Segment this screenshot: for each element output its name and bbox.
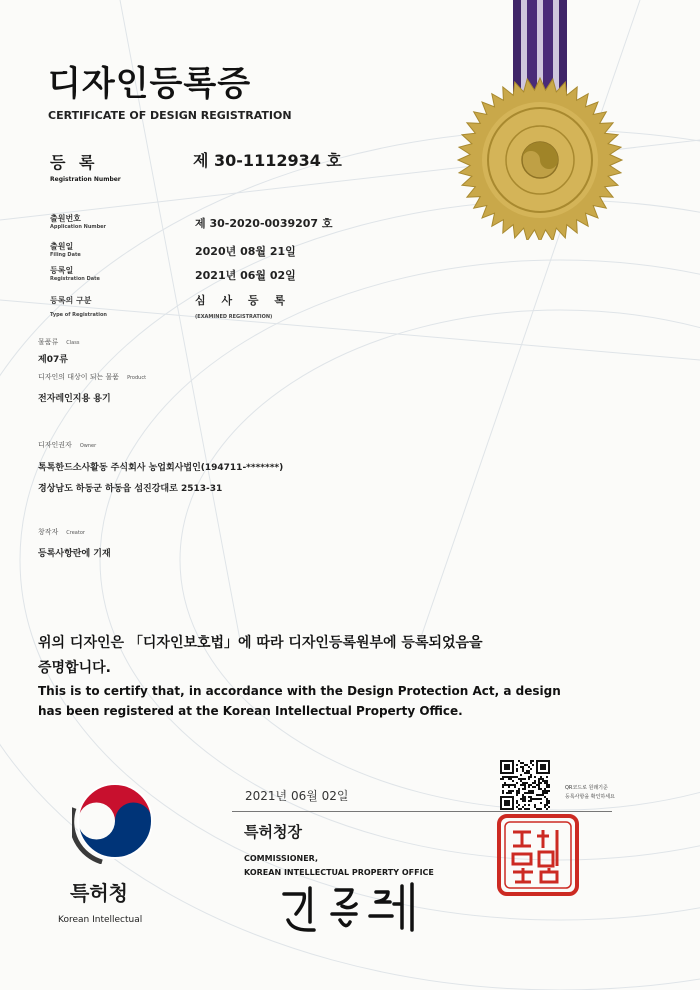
owner-label: 디자인권자 Owner xyxy=(38,441,97,449)
logo-text-kr: 특허청 xyxy=(70,881,128,905)
registration-label: 등 록 xyxy=(50,153,99,172)
detail-value: 제 30-2020-0039207 호 xyxy=(195,217,333,230)
qr-code[interactable] xyxy=(500,760,550,810)
official-red-stamp xyxy=(495,812,581,898)
commissioner-title-en1: COMMISSIONER, xyxy=(244,854,319,863)
class-label: 물품류 Class xyxy=(38,338,80,346)
certification-en-line2: has been registered at the Korean Intellectual Property Office. xyxy=(38,704,463,718)
detail-value: 2020년 08월 21일 xyxy=(195,245,296,258)
registration-label-en: Registration Number xyxy=(50,176,121,183)
signature xyxy=(278,880,428,940)
registration-number: 제 30-1112934 호 xyxy=(193,151,342,170)
detail-value: 심 사 등 록 xyxy=(195,294,291,307)
detail-label: 출원번호 xyxy=(50,214,81,223)
owner-address: 경상남도 하동군 하동읍 섬진강대로 2513-31 xyxy=(38,484,223,494)
detail-label-en: Type of Registration xyxy=(50,312,107,318)
detail-label: 등록의 구분 xyxy=(50,296,92,305)
certification-kr-line1: 위의 디자인은 「디자인보호법」에 따라 디자인등록원부에 등록되었음을 xyxy=(38,635,483,651)
certification-en-line1: This is to certify that, in accordance with the Design Protection Act, a design xyxy=(38,684,561,698)
product-value: 전자레인지용 용기 xyxy=(38,394,111,404)
logo-text-en: Korean Intellectual xyxy=(58,915,143,925)
gold-seal xyxy=(458,78,622,240)
page-title: 디자인등록증 xyxy=(48,64,252,104)
detail-row-registration-date xyxy=(50,265,100,282)
detail-label: 출원일 xyxy=(50,242,74,251)
gold-seal-with-ribbon xyxy=(455,0,635,240)
kipo-taegeuk-logo xyxy=(72,778,158,864)
detail-label-en: Registration Date xyxy=(50,276,100,282)
detail-label: 등록일 xyxy=(50,266,74,275)
commissioner-title-en2: KOREAN INTELLECTUAL PROPERTY OFFICE xyxy=(244,868,434,877)
detail-label-en: Application Number xyxy=(50,224,107,230)
page-subtitle: CERTIFICATE OF DESIGN REGISTRATION xyxy=(48,109,292,122)
qr-note-line1: QR코드로 원래기준 xyxy=(565,785,608,791)
commissioner-title-kr: 특허청장 xyxy=(244,823,302,841)
detail-row-application xyxy=(50,213,106,230)
detail-value-en: (EXAMINED REGISTRATION) xyxy=(195,314,273,320)
certification-kr-line2: 증명합니다. xyxy=(38,660,111,676)
detail-row-filing xyxy=(50,241,81,258)
creator-value: 등록사항란에 기재 xyxy=(38,549,111,559)
creator-label: 창작자 Creator xyxy=(38,528,85,536)
detail-label-en: Filing Date xyxy=(50,252,81,258)
detail-row-type xyxy=(50,295,107,318)
qr-note-line2: 등록사항을 확인하세요 xyxy=(565,794,615,800)
class-value: 제07류 xyxy=(38,355,68,365)
product-label: 디자인의 대상이 되는 물품 Product xyxy=(38,373,147,381)
issue-date: 2021년 06월 02일 xyxy=(245,789,349,803)
owner-name: 톡톡한드소사활동 주식회사 농업회사법인(194711-*******) xyxy=(38,463,284,473)
detail-value: 2021년 06월 02일 xyxy=(195,269,296,282)
